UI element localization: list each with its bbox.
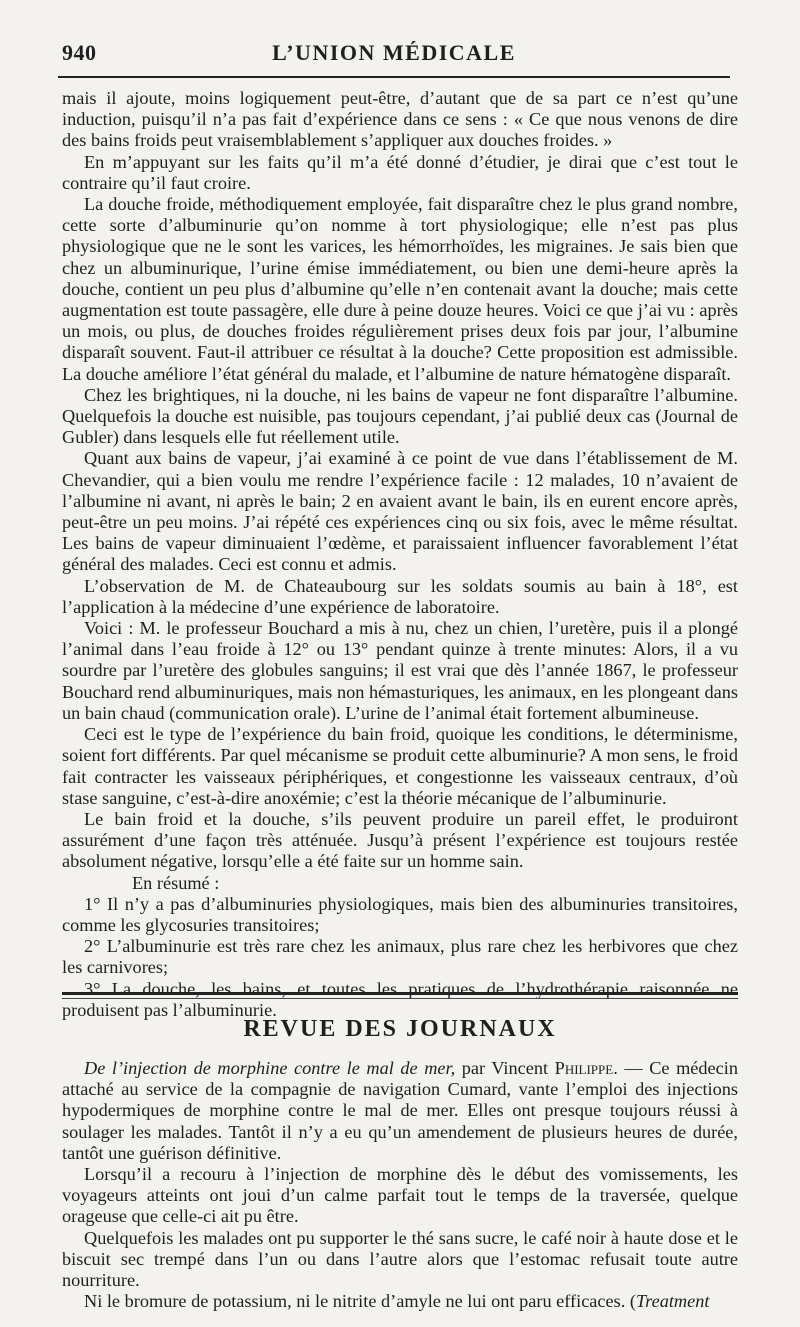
article-paragraph: En m’appuyant sur les faits qu’il m’a été donné d’étudier, je dirai que c’est tout le contraire qu’il faut croire. bbox=[62, 151, 738, 193]
article-paragraph: L’observation de M. de Chateaubourg sur les soldats soumis au bain à 18°, est l’application à la médecine d’une expérience de laboratoire. bbox=[62, 575, 738, 617]
section-title: REVUE DES JOURNAUX bbox=[243, 1016, 557, 1042]
review-paragraph: Lorsqu’il a recouru à l’injection de morphine dès le début des vomissements, les voyageurs atteints ont joui d’un calme parfait tout le temps de la traversée, quelque orageuse que celle-ci ait pu être. bbox=[62, 1164, 738, 1227]
summary-item: 3° La douche, les bains, et toutes les pratiques de l’hydrothérapie raisonnée ne produisent pas l’albuminurie. bbox=[62, 978, 738, 1020]
page-header bbox=[58, 40, 730, 74]
summary-item: 1° Il n’y a pas d’albuminuries physiologiques, mais bien des albuminuries transitoires, comme les glycosuries transitoires; bbox=[62, 893, 738, 935]
article-paragraph: mais il ajoute, moins logiquement peut-être, d’autant que de sa part ce n’est qu’une induction, puisqu’il n’a pas fait d’expérience dans ce sens : « Ce que nous venons de dire des bains froids peut vraisemblablement s’appliquer aux douches froides. » bbox=[62, 88, 738, 151]
article-paragraph: La douche froide, méthodiquement employée, fait disparaître chez le plus grand nombre, cette sorte d’albuminurie qu’on nomme à tort physiologique; elle n’est pas plus physiologique que ne le sont les varices, les hémorrhoïdes, les migraines. Je sais bien que chez un albuminurique, l’urine émise immédiatement, ou bien une demi-heure après la douche, contient un peu plus d’albumine qu’elle n’en contenait avant la douche; mais cette augmentation est toute passagère, elle dure à peine douze heures. Voici ce que j’ai vu : après un mois, ou plus, de douches froides régulièrement prises deux fois par jour, l’albumine disparaît souvent. Faut-il attribuer ce résultat à la douche? Cette proposition est admissible. La douche améliore l’état général du malade, et l’albumine de nature hématogène disparaît. bbox=[62, 194, 738, 384]
article-body bbox=[62, 88, 738, 1021]
article-paragraph: Voici : M. le professeur Bouchard a mis à nu, chez un chien, l’uretère, puis il a plongé l’animal dans l’eau froide à 12° ou 13° pendant quinze à trente minutes: Alors, il a vu sourdre par l’uretère des globules sanguins; il est vrai que dès l’année 1867, le professeur Bouchard rend albuminuriques, mais non hémasturiques, les animaux, en les plongeant dans un bain chaud (communication orale). L’urine de l’animal était fortement albumineuse. bbox=[62, 618, 738, 723]
review-lead-paragraph: De l’injection de morphine contre le mal de mer, par Vincent Philippe. — Ce médecin attaché au service de la compagnie de navigation Cumard, vante l’emploi des injections hypodermiques de morphine contre le mal de mer. Elles ont presque toujours réussi à soulager les malades. Tantôt il n’y a eu qu’un amendement de plusieurs heures de durée, tantôt une guérison définitive. bbox=[62, 1058, 738, 1163]
section-separator bbox=[62, 992, 738, 999]
review-author: Philippe bbox=[554, 1058, 614, 1078]
review-paragraph: Quelquefois les malades ont pu supporter le thé sans sucre, le café noir à haute dose et le biscuit sec trempé dans l’un ou dans l’autre alors que l’estomac refusait toute autre nourriture. bbox=[62, 1227, 738, 1291]
page-number: 940 bbox=[62, 40, 97, 65]
header-rule bbox=[58, 76, 730, 78]
article-paragraph: Quant aux bains de vapeur, j’ai examiné à ce point de vue dans l’établissement de M. Chevandier, qui a bien voulu me rendre l’expérience facile : 12 malades, 10 n’avaient de l’albumine ni avant, ni après le bain; 2 en avaient avant le bain, ils en eurent encore après, peut-être un peu moins. J’ai répété ces expériences cinq ou six fois, avec le même résultat. Les bains de vapeur diminuaient l’œdème, et paraissaient influencer favorablement l’état général des malades. Ceci est connu et admis. bbox=[62, 448, 738, 575]
article-paragraph: Ceci est le type de l’expérience du bain froid, quoique les conditions, le déterminisme, soient fort différents. Par quel mécanisme se produit cette albuminurie? A mon sens, le froid fait contracter les vaisseaux périphériques, et congestionne les vaisseaux centraux, d’où stase sanguine, c’est-à-dire anoxémie; c’est la théorie mécanique de l’albuminurie. bbox=[62, 724, 738, 808]
summary-heading: En résumé : bbox=[132, 872, 220, 893]
article-paragraph: Chez les brightiques, ni la douche, ni les bains de vapeur ne font disparaître l’albumine. Quelquefois la douche est nuisible, pas toujours cependant, j’ai publié deux cas (Journal de Gubler) dans lesquels elle fut réellement utile. bbox=[62, 384, 738, 448]
review-paragraph: Ni le bromure de potassium, ni le nitrite d’amyle ne lui ont paru efficaces. (Treatment bbox=[84, 1291, 710, 1312]
journal-review-body bbox=[62, 1058, 738, 1312]
article-paragraph: Le bain froid et la douche, s’ils peuvent produire un pareil effet, le produiront assurément d’une façon très atténuée. Jusqu’à présent l’expérience est toujours restée absolument négative, lorsqu’elle a été faite sur un homme sain. bbox=[62, 808, 738, 872]
review-article-title: De l’injection de morphine contre le mal de mer, bbox=[84, 1058, 456, 1078]
running-title: L’UNION MÉDICALE bbox=[272, 40, 516, 65]
summary-item: 2° L’albuminurie est très rare chez les animaux, plus rare chez les herbivores que chez les carnivores; bbox=[62, 936, 738, 978]
